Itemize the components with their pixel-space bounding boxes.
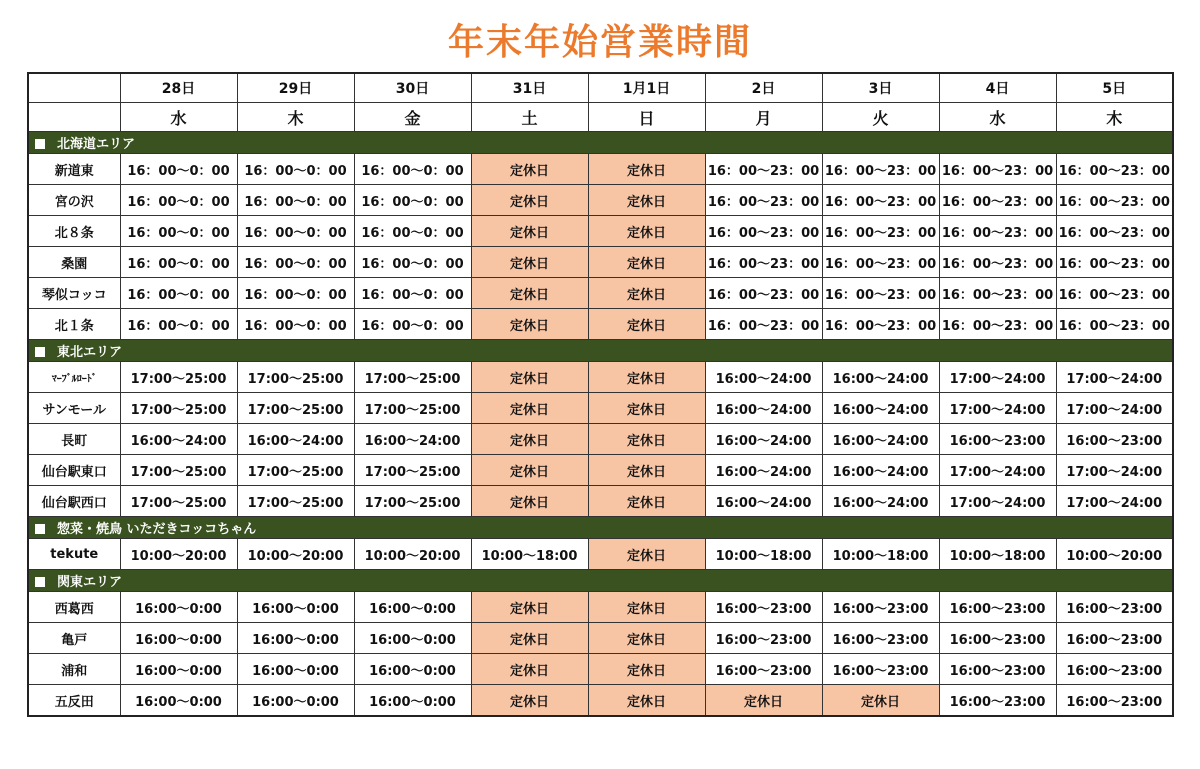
hours-cell: 17:00～24:00 (939, 455, 1056, 486)
hours-cell: 10:00～18:00 (705, 539, 822, 570)
section-header (28, 340, 1173, 362)
store-name: 新道東 (28, 154, 120, 185)
hours-cell: 16:00～23:00 (822, 654, 939, 685)
hours-cell: 16：00～23：00 (939, 185, 1056, 216)
store-name: 五反田 (28, 685, 120, 717)
hours-cell: 16：00～0：00 (237, 278, 354, 309)
hours-cell: 16:00～23:00 (1056, 623, 1173, 654)
date-header: 4日 (939, 73, 1056, 103)
table-row (28, 592, 1173, 623)
hours-cell: 16：00～23：00 (705, 247, 822, 278)
section-header (28, 517, 1173, 539)
section-label: 関東エリア (57, 575, 123, 590)
hours-cell: 17:00～24:00 (939, 393, 1056, 424)
hours-cell: 16：00～0：00 (354, 309, 471, 340)
closed-cell: 定休日 (588, 654, 705, 685)
hours-cell: 16：00～23：00 (705, 154, 822, 185)
hours-cell: 16:00～23:00 (939, 654, 1056, 685)
hours-cell: 16：00～23：00 (822, 185, 939, 216)
hours-cell: 16：00～23：00 (1056, 216, 1173, 247)
weekday-header: 水 (120, 103, 237, 132)
hours-cell: 16：00～23：00 (1056, 278, 1173, 309)
closed-cell: 定休日 (471, 685, 588, 717)
closed-cell: 定休日 (588, 486, 705, 517)
closed-cell: 定休日 (588, 278, 705, 309)
hours-cell: 16:00～23:00 (939, 424, 1056, 455)
section-label: 惣菜・焼鳥 いただきコッコちゃん (57, 522, 257, 537)
hours-cell: 16：00～23：00 (1056, 185, 1173, 216)
table-row (28, 154, 1173, 185)
closed-cell: 定休日 (471, 154, 588, 185)
hours-cell: 17:00～24:00 (1056, 393, 1173, 424)
store-name: 西葛西 (28, 592, 120, 623)
hours-cell: 16：00～23：00 (705, 216, 822, 247)
hours-cell: 16：00～0：00 (354, 154, 471, 185)
square-bullet-icon (35, 524, 45, 534)
section-header-row (28, 132, 1173, 154)
date-header: 30日 (354, 73, 471, 103)
hours-cell: 16：00～23：00 (939, 216, 1056, 247)
closed-cell: 定休日 (588, 424, 705, 455)
table-row (28, 247, 1173, 278)
store-name: 仙台駅西口 (28, 486, 120, 517)
schedule-table (27, 72, 1174, 717)
hours-cell: 16:00～23:00 (1056, 654, 1173, 685)
hours-cell: 16：00～0：00 (120, 216, 237, 247)
header-corner (28, 103, 120, 132)
hours-cell: 16：00～0：00 (354, 247, 471, 278)
hours-cell: 16:00～23:00 (705, 592, 822, 623)
section-header (28, 132, 1173, 154)
hours-cell: 16:00～23:00 (705, 623, 822, 654)
store-name: 亀戸 (28, 623, 120, 654)
date-header: 29日 (237, 73, 354, 103)
closed-cell: 定休日 (822, 685, 939, 717)
hours-cell: 16：00～23：00 (822, 278, 939, 309)
closed-cell: 定休日 (588, 185, 705, 216)
hours-cell: 16:00～0:00 (120, 685, 237, 717)
hours-cell: 16:00～0:00 (237, 685, 354, 717)
store-name: ﾏｰﾌﾞﾙﾛｰﾄﾞ (28, 362, 120, 393)
store-name: tekute (28, 539, 120, 570)
hours-cell: 16:00～23:00 (1056, 685, 1173, 717)
closed-cell: 定休日 (471, 185, 588, 216)
hours-cell: 16:00～0:00 (120, 592, 237, 623)
hours-cell: 10:00～20:00 (354, 539, 471, 570)
closed-cell: 定休日 (471, 247, 588, 278)
hours-cell: 17:00～25:00 (237, 393, 354, 424)
store-name: 浦和 (28, 654, 120, 685)
hours-cell: 17:00～25:00 (354, 362, 471, 393)
table-row (28, 486, 1173, 517)
weekday-header: 木 (1056, 103, 1173, 132)
hours-cell: 10:00～20:00 (237, 539, 354, 570)
hours-cell: 17:00～25:00 (354, 455, 471, 486)
date-header: 1月1日 (588, 73, 705, 103)
store-name: 北１条 (28, 309, 120, 340)
hours-cell: 17:00～25:00 (120, 455, 237, 486)
hours-cell: 17:00～25:00 (354, 393, 471, 424)
hours-cell: 16:00～23:00 (1056, 592, 1173, 623)
date-header: 31日 (471, 73, 588, 103)
hours-cell: 16：00～0：00 (354, 278, 471, 309)
closed-cell: 定休日 (588, 393, 705, 424)
hours-cell: 10:00～18:00 (822, 539, 939, 570)
hours-cell: 16：00～23：00 (1056, 154, 1173, 185)
hours-cell: 16:00～0:00 (354, 592, 471, 623)
square-bullet-icon (35, 577, 45, 587)
hours-cell: 16:00～23:00 (939, 685, 1056, 717)
date-header: 2日 (705, 73, 822, 103)
hours-cell: 17:00～25:00 (237, 486, 354, 517)
closed-cell: 定休日 (471, 216, 588, 247)
section-header-row (28, 340, 1173, 362)
hours-cell: 17:00～24:00 (1056, 455, 1173, 486)
table-row (28, 455, 1173, 486)
hours-cell: 17:00～24:00 (939, 486, 1056, 517)
closed-cell: 定休日 (471, 592, 588, 623)
store-name: 北８条 (28, 216, 120, 247)
hours-cell: 17:00～25:00 (237, 455, 354, 486)
hours-cell: 16：00～0：00 (120, 154, 237, 185)
square-bullet-icon (35, 347, 45, 357)
hours-cell: 16：00～0：00 (237, 185, 354, 216)
store-name: サンモール (28, 393, 120, 424)
table-row (28, 654, 1173, 685)
store-name: 仙台駅東口 (28, 455, 120, 486)
hours-cell: 16:00～0:00 (354, 623, 471, 654)
hours-cell: 16：00～23：00 (822, 216, 939, 247)
section-label: 北海道エリア (57, 137, 136, 152)
hours-cell: 16:00～0:00 (237, 623, 354, 654)
section-header-row (28, 570, 1173, 592)
closed-cell: 定休日 (705, 685, 822, 717)
closed-cell: 定休日 (588, 154, 705, 185)
hours-cell: 16：00～0：00 (237, 309, 354, 340)
hours-cell: 17:00～24:00 (939, 362, 1056, 393)
hours-cell: 10:00～18:00 (471, 539, 588, 570)
header-corner (28, 73, 120, 103)
section-header-row (28, 517, 1173, 539)
closed-cell: 定休日 (588, 685, 705, 717)
hours-cell: 16:00～24:00 (705, 486, 822, 517)
closed-cell: 定休日 (471, 486, 588, 517)
hours-cell: 17:00～24:00 (1056, 362, 1173, 393)
date-header: 5日 (1056, 73, 1173, 103)
closed-cell: 定休日 (471, 424, 588, 455)
hours-cell: 16：00～23：00 (822, 247, 939, 278)
hours-cell: 16:00～23:00 (822, 623, 939, 654)
hours-cell: 16:00～24:00 (705, 455, 822, 486)
hours-cell: 16:00～0:00 (120, 623, 237, 654)
store-name: 琴似コッコ (28, 278, 120, 309)
weekday-header-row (28, 103, 1173, 132)
date-header: 28日 (120, 73, 237, 103)
weekday-header: 水 (939, 103, 1056, 132)
hours-cell: 16:00～0:00 (237, 592, 354, 623)
page-title: 年末年始営業時間 (447, 22, 752, 63)
hours-cell: 16：00～23：00 (822, 309, 939, 340)
hours-cell: 16:00～24:00 (822, 486, 939, 517)
hours-cell: 16：00～0：00 (120, 185, 237, 216)
hours-cell: 16：00～0：00 (354, 216, 471, 247)
table-row (28, 393, 1173, 424)
closed-cell: 定休日 (471, 393, 588, 424)
closed-cell: 定休日 (471, 654, 588, 685)
hours-cell: 16:00～24:00 (822, 455, 939, 486)
hours-cell: 16:00～0:00 (120, 654, 237, 685)
hours-cell: 17:00～25:00 (120, 486, 237, 517)
hours-cell: 16:00～24:00 (354, 424, 471, 455)
hours-cell: 17:00～25:00 (120, 362, 237, 393)
hours-cell: 16：00～23：00 (1056, 247, 1173, 278)
hours-cell: 10:00～18:00 (939, 539, 1056, 570)
hours-cell: 16：00～0：00 (237, 154, 354, 185)
hours-cell: 16：00～23：00 (939, 154, 1056, 185)
closed-cell: 定休日 (471, 623, 588, 654)
closed-cell: 定休日 (588, 362, 705, 393)
hours-cell: 16：00～0：00 (120, 278, 237, 309)
closed-cell: 定休日 (588, 216, 705, 247)
table-row (28, 685, 1173, 717)
store-name: 長町 (28, 424, 120, 455)
hours-cell: 16:00～24:00 (822, 393, 939, 424)
hours-cell: 16:00～24:00 (705, 362, 822, 393)
hours-cell: 16：00～23：00 (939, 247, 1056, 278)
hours-cell: 16:00～24:00 (822, 424, 939, 455)
hours-cell: 16:00～23:00 (1056, 424, 1173, 455)
closed-cell: 定休日 (588, 247, 705, 278)
closed-cell: 定休日 (588, 623, 705, 654)
closed-cell: 定休日 (588, 539, 705, 570)
weekday-header: 木 (237, 103, 354, 132)
weekday-header: 金 (354, 103, 471, 132)
hours-cell: 16:00～23:00 (939, 623, 1056, 654)
closed-cell: 定休日 (471, 362, 588, 393)
schedule-body (28, 73, 1173, 716)
hours-cell: 16：00～23：00 (939, 309, 1056, 340)
date-header-row (28, 73, 1173, 103)
hours-cell: 17:00～25:00 (237, 362, 354, 393)
hours-cell: 16:00～24:00 (822, 362, 939, 393)
hours-cell: 16:00～24:00 (705, 424, 822, 455)
table-row (28, 216, 1173, 247)
table-row (28, 362, 1173, 393)
section-header (28, 570, 1173, 592)
weekday-header: 月 (705, 103, 822, 132)
hours-cell: 16:00～0:00 (354, 685, 471, 717)
closed-cell: 定休日 (471, 278, 588, 309)
hours-cell: 16:00～24:00 (120, 424, 237, 455)
closed-cell: 定休日 (588, 455, 705, 486)
store-name: 桑園 (28, 247, 120, 278)
hours-cell: 17:00～24:00 (1056, 486, 1173, 517)
hours-cell: 17:00～25:00 (354, 486, 471, 517)
hours-cell: 10:00～20:00 (120, 539, 237, 570)
hours-cell: 16：00～23：00 (705, 309, 822, 340)
table-row (28, 424, 1173, 455)
hours-cell: 16:00～23:00 (822, 592, 939, 623)
hours-cell: 16:00～0:00 (237, 654, 354, 685)
weekday-header: 火 (822, 103, 939, 132)
hours-cell: 16:00～23:00 (705, 654, 822, 685)
hours-cell: 16：00～0：00 (120, 247, 237, 278)
closed-cell: 定休日 (471, 309, 588, 340)
hours-cell: 16：00～0：00 (237, 247, 354, 278)
square-bullet-icon (35, 139, 45, 149)
hours-cell: 16：00～0：00 (120, 309, 237, 340)
hours-cell: 17:00～25:00 (120, 393, 237, 424)
section-label: 東北エリア (57, 345, 123, 360)
hours-cell: 16：00～0：00 (354, 185, 471, 216)
table-row (28, 539, 1173, 570)
hours-cell: 16：00～23：00 (1056, 309, 1173, 340)
table-row (28, 623, 1173, 654)
closed-cell: 定休日 (588, 592, 705, 623)
closed-cell: 定休日 (471, 455, 588, 486)
hours-cell: 16：00～0：00 (237, 216, 354, 247)
hours-cell: 16：00～23：00 (939, 278, 1056, 309)
hours-cell: 16：00～23：00 (705, 278, 822, 309)
closed-cell: 定休日 (588, 309, 705, 340)
hours-cell: 16:00～24:00 (705, 393, 822, 424)
date-header: 3日 (822, 73, 939, 103)
table-row (28, 185, 1173, 216)
hours-cell: 16:00～23:00 (939, 592, 1056, 623)
table-row (28, 309, 1173, 340)
hours-cell: 16：00～23：00 (705, 185, 822, 216)
table-row (28, 278, 1173, 309)
hours-cell: 16:00～24:00 (237, 424, 354, 455)
weekday-header: 日 (588, 103, 705, 132)
hours-cell: 16:00～0:00 (354, 654, 471, 685)
weekday-header: 土 (471, 103, 588, 132)
hours-cell: 16：00～23：00 (822, 154, 939, 185)
hours-cell: 10:00～20:00 (1056, 539, 1173, 570)
store-name: 宮の沢 (28, 185, 120, 216)
